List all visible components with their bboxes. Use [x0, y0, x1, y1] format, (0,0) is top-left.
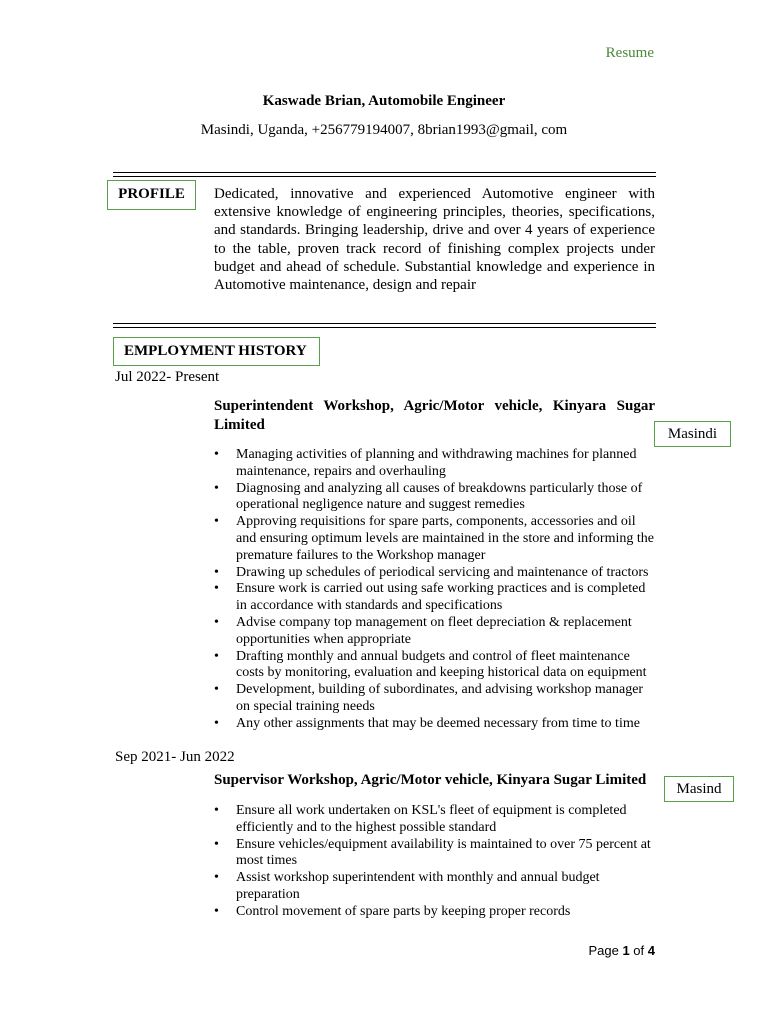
list-item: • Advise company top management on fleet depreciation & replacement opportunities when appropriate [214, 615, 659, 649]
list-item: • Managing activities of planning and withdrawing machines for planned maintenance, repairs and overhauling [214, 447, 659, 481]
page-current: 1 [622, 943, 630, 958]
contact-line: Masindi, Uganda, +256779194007, 8brian1993@gmail, com [200, 122, 568, 138]
job-title: Supervisor Workshop, Agric/Motor vehicle, Kinyara Sugar Limited [214, 772, 647, 788]
profile-text: Dedicated, innovative and experienced Automotive engineer with extensive knowledge of engineering principles, theories, specifications, and standards. Bringing leadership, drive and over 4 years of experience to the table, proven track record of finishing complex projects under budget and ahead of schedule. Substantial knowledge and experience in Automotive maintenance, design and repair [214, 186, 655, 294]
job-title: Superintendent Workshop, Agric/Motor vehicle, Kinyara Sugar Limited [214, 398, 655, 433]
job-date: Jul 2022- Present [115, 369, 220, 385]
list-item: • Assist workshop superintendent with monthly and annual budget preparation [214, 870, 659, 904]
list-item: • Ensure work is carried out using safe working practices and is completed in accordance with standards and specifications [214, 581, 659, 615]
divider [113, 323, 656, 328]
page-number [588, 943, 655, 958]
job-duties [214, 803, 659, 921]
page-total: 4 [647, 943, 655, 958]
list-item: • Approving requisitions for spare parts, components, accessories and oil and ensuring optimum levels are maintained in the store and informing the premature failures to the Workshop manager [214, 514, 659, 564]
job-date: Sep 2021- Jun 2022 [115, 749, 235, 765]
profile-heading: PROFILE [107, 180, 196, 210]
list-item: • Any other assignments that may be deemed necessary from time to time [214, 716, 659, 733]
list-item: • Diagnosing and analyzing all causes of breakdowns particularly those of operational negligence nature and suggest remedies [214, 481, 659, 515]
name-title: Kaswade Brian, Automobile Engineer [262, 93, 506, 109]
employment-heading: EMPLOYMENT HISTORY [113, 337, 320, 366]
list-item: • Ensure all work undertaken on KSL's fleet of equipment is completed efficiently and to the highest possible standard [214, 803, 659, 837]
job-location: Masindi [654, 421, 731, 447]
list-item: • Drawing up schedules of periodical servicing and maintenance of tractors [214, 565, 659, 582]
list-item: • Drafting monthly and annual budgets and control of fleet maintenance costs by monitoring, evaluation and keeping historical data on equipment [214, 649, 659, 683]
page-word: Page [588, 943, 619, 958]
job-duties [214, 447, 659, 733]
list-item: • Development, building of subordinates, and advising workshop manager on special training needs [214, 682, 659, 716]
list-item: • Ensure vehicles/equipment availability is maintained to over 75 percent at most times [214, 837, 659, 871]
divider [113, 172, 656, 177]
page-of: of [633, 943, 645, 958]
resume-tag: Resume [605, 45, 654, 61]
job-location: Masind [664, 776, 734, 802]
list-item: • Control movement of spare parts by keeping proper records [214, 904, 659, 921]
